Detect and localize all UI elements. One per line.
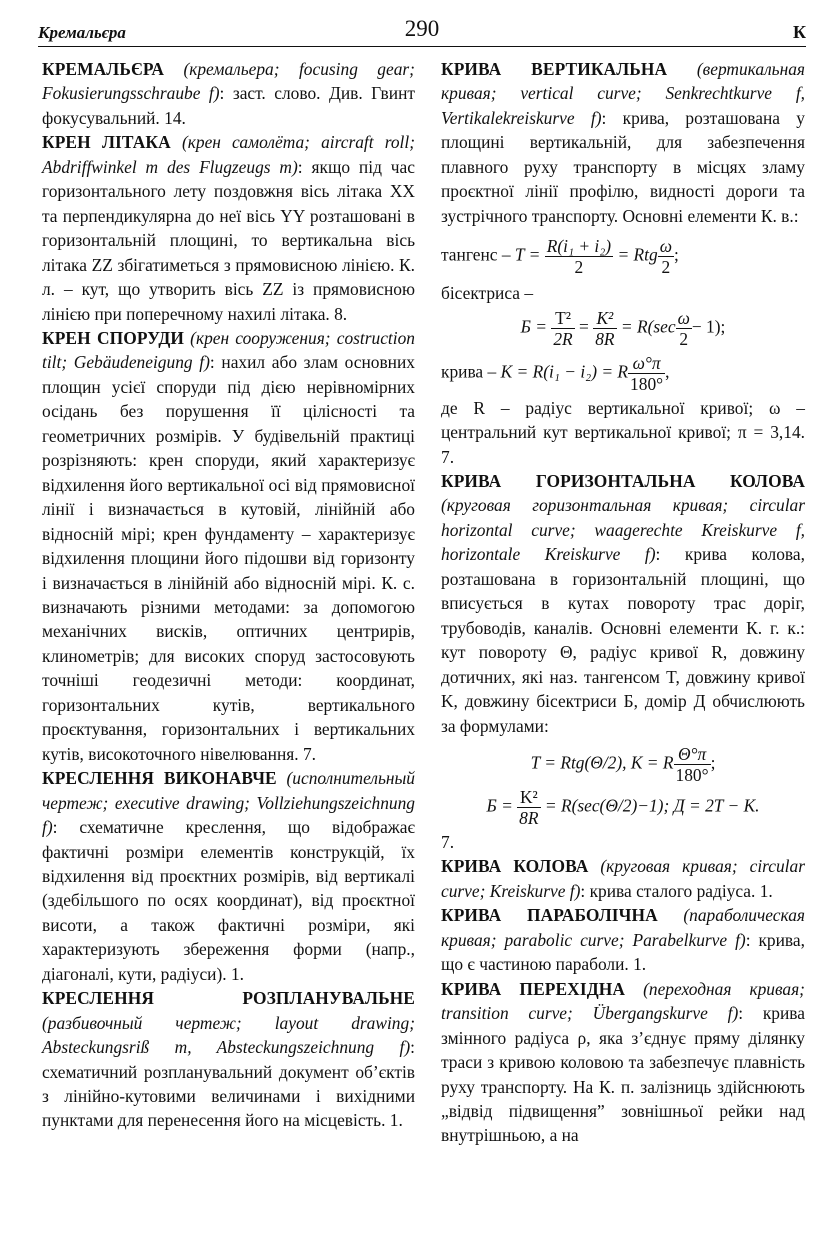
entry-body: : якщо під час горизонтального лету поздовжня вісь літака XX та перпендикулярна до неї вісь YY розташовані в горизонтальній площині, то вертикальна вісь літака ZZ збігатиметься з прямовисною лінією. К. л. – кут, що утворить вісь ZZ із прямовисною лінією при поперечному нахилі літака. 8.: [42, 156, 415, 324]
fraction: $\frac{\text{K²}}{8R}$: [519, 786, 539, 828]
running-head: Кремальєра: [38, 23, 126, 42]
entry: [441, 854, 805, 903]
entry-body: : крива змінного радіуса ρ, яка з’єднує пряму ділянку траси з кривою коловою та забезпечує плавність руху транспорту. На К. п. залізниць здійснюють „відвід підвищення” зовнішньої рейки над внутрішньою, а на: [441, 1003, 805, 1146]
entry: [441, 977, 805, 1148]
entry: [42, 766, 415, 986]
entry-term: КРИВА ПЕРЕХІДНА: [441, 978, 626, 999]
entry-translation: (параболическая кривая; parabolic curve; Parabelkurve f): [441, 905, 805, 950]
entry-term: КРЕСЛЕННЯ РОЗПЛАНУВАЛЬНЕ: [42, 988, 415, 1009]
formula-label: бісектриса –: [441, 283, 534, 304]
entry-translation: (исполнительный чертеж; executive drawing; Vollziehungszeichnung f): [42, 768, 415, 838]
entry-term: КРИВА ПАРАБОЛІЧНА: [441, 905, 658, 926]
page-header: [38, 16, 806, 50]
entry-translation: (круговая кривая; circular curve; Kreiskurve f): [441, 856, 805, 901]
entry-body: : крива сталого радіуса. 1.: [580, 880, 773, 901]
entry: [441, 469, 805, 738]
entry-body: : крива, що є частиною параболи. 1.: [441, 929, 805, 975]
entry: [42, 986, 415, 1133]
entry-continuation: де R – радіус вертикальної кривої; ω – центральний кут вертикальної кривої; π = 3,14. 7.: [441, 397, 805, 467]
entry-term: КРИВА ВЕРТИКАЛЬНА: [441, 59, 668, 79]
formula-tangent-circular: T = Rtg(Θ/2), K = R $\frac{\Theta^\circ\pi}{180^\circ}$ ;: [530, 743, 716, 785]
fraction: $\frac{\text{R(i₁ + i₂)}}{2}$: [546, 236, 612, 278]
fraction: $\frac{\omega^\circ\pi}{180^\circ}$: [630, 352, 664, 394]
entry: [441, 903, 805, 976]
entry-term: КРЕН ЛІТАКА: [42, 132, 171, 153]
entry-body: : схематичний розпланувальний документ об’єктів з лінійно-кутовими величинами і вихідними пунктами для перенесення його на місцевість. 1.: [42, 1037, 415, 1131]
fraction: $\frac{\Theta^\circ\pi}{180^\circ}$: [675, 743, 709, 785]
fraction: $\frac{\text{T²}}{2R}$: [553, 307, 573, 349]
entry-translation: (крен сооружения; costruction tilt; Gebäudeneigung f): [42, 327, 415, 373]
fraction: $\frac{\omega}{2}$: [659, 236, 672, 278]
entry-term: КРЕСЛЕННЯ ВИКОНАВЧЕ: [42, 768, 277, 789]
entry-translation: (переходная кривая; transition curve; Übergangskurve f): [441, 978, 805, 1024]
entry: [441, 57, 805, 228]
entry-body: : крива, розташована у площині вертикальній, для забезпечення плавного руху транспорту в місцях зламу проєктної лінії профілю, видності дороги та зустрічного транспорту. Основні елементи К. в.:: [441, 107, 805, 226]
fraction: $\frac{\omega}{2}$: [677, 307, 690, 349]
header-rule: [38, 46, 806, 47]
entry-term: КРИВА КОЛОВА: [441, 856, 589, 877]
entry-term: КРЕМАЛЬЄРА: [42, 59, 165, 79]
entry: [42, 326, 415, 766]
entry-continuation: 7.: [441, 831, 455, 852]
fraction: $\frac{\text{K²}}{8R}$: [595, 307, 615, 349]
entry: [42, 57, 415, 130]
formula-bisector-circular: Б = $\frac{\text{K²}}{8R}$ = R(sec(Θ/2)−1); Д = 2T − K.: [486, 786, 760, 828]
entry-term: КРИВА ГОРИЗОНТАЛЬНА КОЛОВА: [441, 470, 805, 491]
formula-curve: крива – K = R(i₁ − i₂) = R $\frac{\omega^\circ\pi}{180^\circ}$ ,: [441, 352, 670, 394]
entry-body: : крива колова, розташована в горизонтальній площині, що вписується в кутах повороту трас доріг, трубоводів, каналів. Основні елементи К. г. к.: кут повороту Θ, радіус кривої R, довжину дотичних, які наз. тангенсом T, довжину кривої K, довжину бісектриси Б, домір Д обчислюють за формулами:: [441, 544, 805, 736]
entry-translation: (кремальера; focusing gear; Fokusierungsschraube f): [42, 59, 415, 104]
entry-body: : схематичне креслення, що відображає фактичні розміри елементів конструкцій, їх відхилення від проєктних розмірів, від вертикалі (здебільшого по осях координат), від проєктної висоти, а також фактичні розміри, які характеризують збереження форми (напр., діагоналі, кути, радіуси). 1.: [42, 817, 415, 984]
section-letter: К: [792, 22, 806, 42]
formula-bisector: Б = $\frac{\text{T²}}{2R}$ = $\frac{\text{K²}}{8R}$ = R(sec $\frac{\omega}{2}$ − 1);: [520, 307, 726, 349]
right-column: [441, 57, 805, 1148]
entry-translation: (круговая горизонтальная кривая; circular horizontal curve; waagerechte Kreiskurve f, horizontale Kreiskurve f): [441, 495, 805, 565]
entry-body: : заст. слово. Див. Гвинт фокусувальний. 14.: [42, 83, 415, 128]
page-number: 290: [404, 16, 440, 41]
formula-tangent: тангенс – T = $\frac{\text{R(i₁ + i₂)}}{2}$ = Rtg $\frac{\omega}{2}$ ;: [441, 236, 679, 278]
entry-translation: (крен самолёта; aircraft roll; Abdriffwinkel m des Flugzeugs m): [42, 132, 415, 177]
left-column: [42, 57, 415, 1133]
entry-body: : нахил або злам основних площин усієї споруди під дією нерівномірних осідань без порушення її цілісності та геометричних розмірів. У будівельній практиці розрізняють: крен споруди, який характеризує відхилення його вертикальної осі від прямовисної лінії і визначається в кутовій, лінійній або відносній мірі; крен фундаменту – характеризує відхилення площини його підошви від горизонту і визначається в лінійній або відносній мірі. К. с. визначають різними методами: за допомогою механічних висків, оптичних центрирів, клинометрів; для високих споруд застосовують точніші геодезичні методи: координат, горизонтальних кутів, вертикального проєктування, горизонтальних і вертикальних кутів, високоточного нівелювання. 7.: [42, 352, 415, 764]
entry: [42, 130, 415, 326]
entry-term: КРЕН СПОРУДИ: [42, 327, 185, 348]
entry-translation: (вертикальная кривая; vertical curve; Senkrechtkurve f, Vertikalekreiskurve f): [441, 59, 805, 128]
entry-translation: (разбивочный чертеж; layout drawing; Absteckungsriß m, Absteckungszeichnung f): [42, 1012, 415, 1058]
